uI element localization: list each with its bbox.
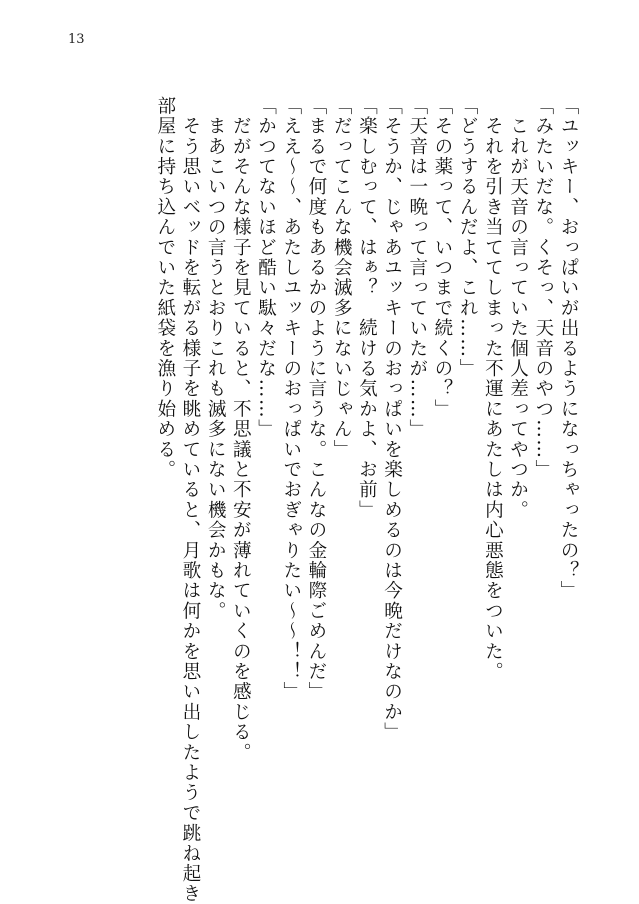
- text-line: だがそんな様子を見ていると、不思議と不安が薄れていくのを感じる。: [230, 96, 252, 763]
- text-line: 「ユッキー、おっぱいが出るようになっちゃったの？」: [558, 96, 579, 601]
- text-line: 「そうか、じゃあユッキーのおっぱいを楽しめるのは今晩だけなのか」: [381, 96, 403, 743]
- vertical-text-body: [153, 96, 581, 904]
- text-line: 部屋に持ち込んでいた紙袋を漁り始める。: [154, 96, 176, 480]
- text-line: 「かつてないほど酷い駄々だな……」: [255, 96, 277, 440]
- text-line: 「まるで何度もあるかのように言うな。こんなの金輪際ごめんだ」: [305, 96, 327, 702]
- text-line: 「その薬って、いつまで続くの？」: [431, 96, 453, 420]
- text-line: これが天音の言っていた個人差ってやつか。: [507, 96, 529, 521]
- text-line: 「天音は一晩って言っていたが……」: [406, 96, 428, 440]
- text-line: まあこいつの言うとおりこれも滅多にない機会かもな。: [205, 96, 227, 622]
- text-line: 「どうするんだよ、これ……」: [457, 96, 479, 379]
- text-line: 「ええ～～、あたしユッキーのおっぱいでおぎゃりたい～～！！」: [280, 96, 302, 702]
- text-line: 「だってこんな機会滅多にないじゃん」: [331, 96, 353, 460]
- page-number: 13: [68, 32, 85, 47]
- text-line: そう思いベッドを転がる様子を眺めていると、月歌は何かを思い出したようで跳ね起き: [179, 96, 201, 904]
- text-line: 「楽しむって、はぁ？ 続ける気かよ、お前」: [356, 96, 378, 521]
- text-line: 「みたいだな。くそっ、天音のやつ……」: [532, 96, 554, 480]
- text-line: それを引き当ててしまった不運にあたしは内心悪態をついた。: [482, 96, 504, 682]
